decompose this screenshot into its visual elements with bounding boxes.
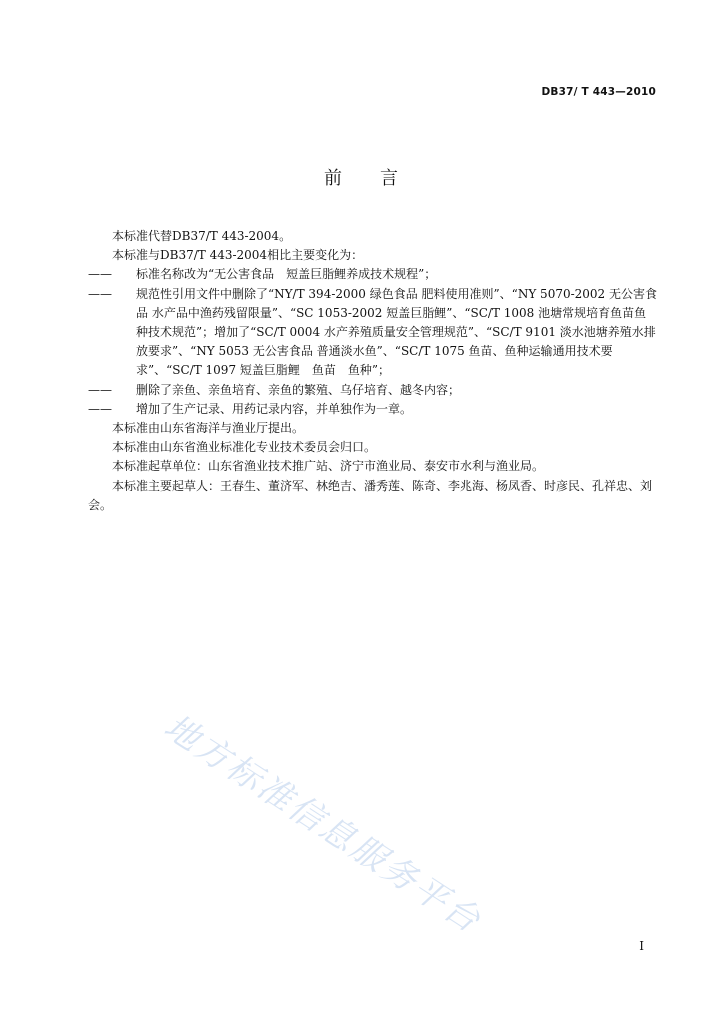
title-left-char: 前 [324, 168, 344, 189]
dash-marker: —— [88, 286, 112, 301]
change-item [88, 400, 658, 419]
standard-code: DB37/ T 443—2010 [541, 86, 656, 98]
change-item [88, 381, 658, 400]
page-title [0, 164, 724, 190]
proposer-statement: 本标准由山东省海洋与渔业厅提出。 [112, 421, 305, 436]
change-item [88, 285, 658, 381]
dash-marker: —— [88, 401, 112, 416]
page-number: I [639, 939, 644, 953]
foreword-content [88, 227, 658, 515]
dash-marker: —— [88, 267, 112, 282]
change-text: 删除了亲鱼、亲鱼培育、亲鱼的繁殖、乌仔培育、越冬内容； [136, 382, 461, 397]
drafters: 本标准主要起草人：王春生、董济军、林绝吉、潘秀莲、陈奇、李兆海、杨凤香、时彦民、孔祥忠、刘会。 [88, 478, 653, 512]
change-text: 增加了生产记录、用药记录内容，并单独作为一章。 [136, 401, 413, 416]
change-text: 标准名称改为“无公害食品 短盖巨脂鲤养成技术规程”； [136, 267, 437, 282]
change-text: 规范性引用文件中删除了“NY/T 394-2000 绿色食品 肥料使用准则”、“NY 5070-2002 无公害食品 水产品中渔药残留限量”、“SC 1053-2002 短盖巨脂鲤”、“SC/T 1008 池塘常规培育鱼苗鱼种技术规范”；增加了“SC/T 0004 水产养殖质量安全管理规范”、“SC/T 9101 淡水池塘养殖水排放要求”、“NY 5053 无公害食品 普通淡水鱼”、“SC/T 1075 鱼苗、鱼种运输通用技术要求”、“SC/T 1097 短盖巨脂鲤 鱼苗 鱼种”； [136, 286, 658, 378]
dash-marker: —— [88, 382, 112, 397]
title-right-char: 言 [380, 168, 400, 189]
changes-intro: 本标准与DB37/T 443-2004相比主要变化为： [112, 248, 364, 263]
replacement-statement: 本标准代替DB37/T 443-2004。 [112, 229, 292, 243]
administrator-statement: 本标准由山东省渔业标准化专业技术委员会归口。 [112, 440, 377, 455]
platform-watermark: 地方标准信息服务平台 [156, 706, 489, 942]
drafting-units: 本标准起草单位：山东省渔业技术推广站、济宁市渔业局、泰安市水利与渔业局。 [112, 459, 545, 474]
change-item [88, 265, 658, 284]
